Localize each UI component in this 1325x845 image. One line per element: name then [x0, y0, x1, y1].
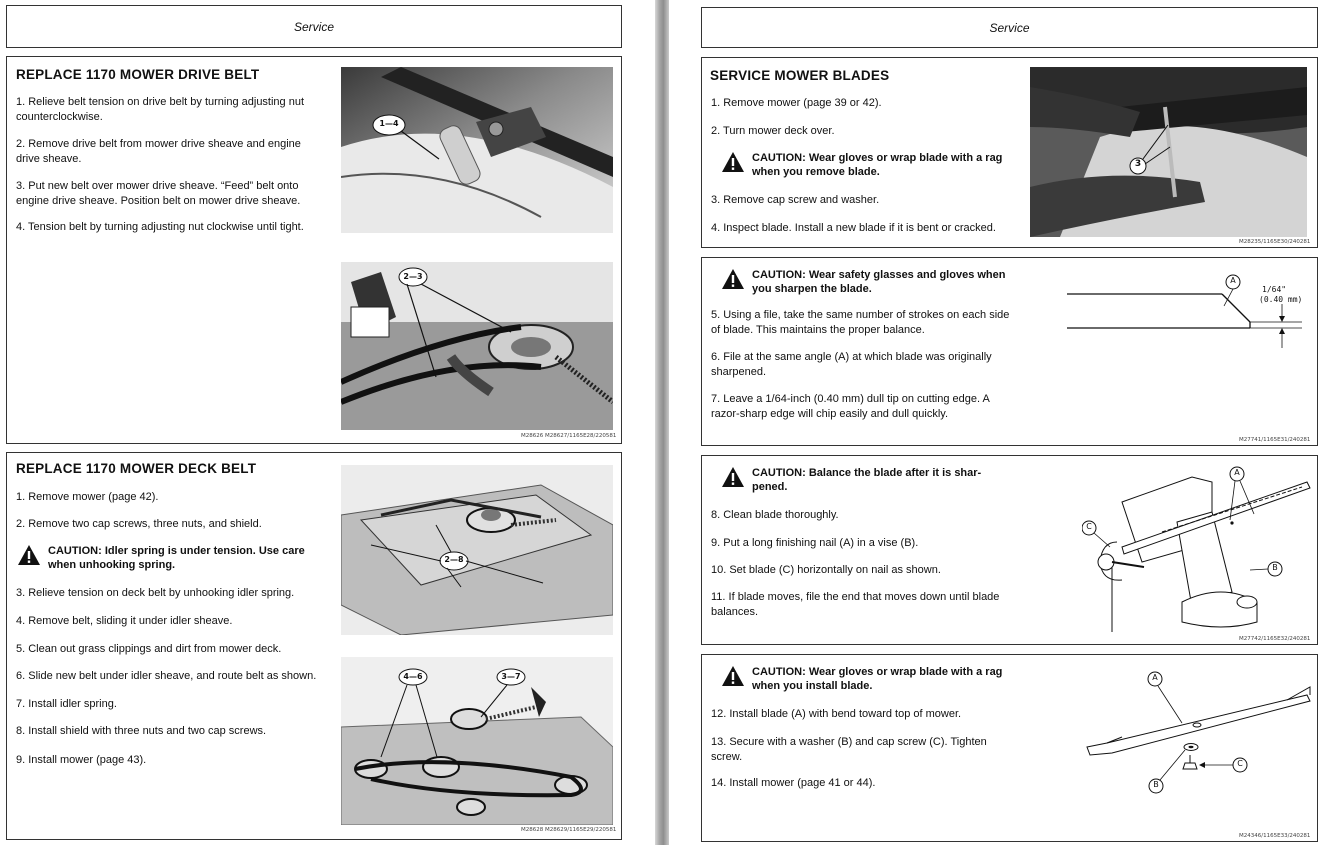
install-diagram — [1082, 665, 1314, 800]
drive-belt-callout-2: 2—3 — [403, 272, 423, 281]
deck-belt-step-6: 6. Slide new belt under idler sheave, and route belt as shown. — [16, 670, 317, 682]
blades-step-3: 3. Remove cap screw and washer. — [711, 194, 880, 206]
blades-callout: 3 — [1134, 159, 1142, 169]
deck-belt-callout-3: 3—7 — [501, 672, 521, 681]
deck-belt-step-3: 3. Relieve tension on deck belt by unhooking idler spring. — [16, 587, 295, 599]
blades-step-1: 1. Remove mower (page 39 or 42). — [711, 97, 882, 109]
deck-belt-photo-2 — [341, 657, 613, 825]
deck-belt-callout-1: 2—8 — [444, 555, 464, 564]
book-spine — [655, 0, 669, 845]
right-header-title: Service — [989, 20, 1030, 35]
install-section — [701, 654, 1318, 842]
deck-belt-step-8: 8. Install shield with three nuts and two cap screws. — [16, 725, 267, 737]
left-header-title: Service — [293, 19, 334, 34]
sharpen-dim-label-1: 1/64" — [1262, 285, 1287, 294]
balance-label-b: B — [1272, 563, 1278, 572]
blades-photo — [1030, 67, 1307, 237]
deck-belt-section — [6, 452, 622, 840]
deck-belt-step-2: 2. Remove two cap screws, three nuts, and shield. — [16, 518, 262, 530]
balance-step-10: 10. Set blade (C) horizontally on nail as shown. — [711, 564, 941, 576]
sharpen-step-5: 5. Using a file, take the same number of strokes on each side of blade. This maintains the proper balance. — [711, 309, 1010, 336]
deck-belt-figure-code: M28628 M28629/1165E29/220581 — [521, 827, 617, 833]
drive-belt-section — [6, 56, 622, 444]
drive-belt-step-2: 2. Remove drive belt from mower drive sheave and engine drive sheave. — [16, 138, 301, 165]
install-step-12: 12. Install blade (A) with bend toward top of mower. — [711, 708, 962, 720]
install-figure-code: M24346/1165E33/240281 — [1239, 833, 1311, 839]
drive-belt-step-4: 4. Tension belt by turning adjusting nut clockwise until tight. — [16, 221, 304, 233]
vise-diagram — [1082, 462, 1312, 632]
blades-caution: CAUTION: Wear gloves or wrap blade with a rag when you remove blade. — [722, 151, 1032, 181]
deck-belt-step-4: 4. Remove belt, sliding it under idler sheave. — [16, 615, 233, 627]
deck-belt-step-1: 1. Remove mower (page 42). — [16, 491, 159, 503]
deck-belt-step-5: 5. Clean out grass clippings and dirt from mower deck. — [16, 643, 282, 655]
deck-belt-caution: CAUTION: Idler spring is under tension. Use care when unhooking spring. — [18, 544, 338, 574]
sharpen-section — [701, 257, 1318, 446]
blades-step-2: 2. Turn mower deck over. — [711, 125, 835, 137]
warning-triangle-icon — [18, 545, 40, 565]
left-header-box — [6, 5, 622, 48]
drive-belt-callout-1: 1—4 — [379, 119, 399, 128]
sharpen-label-a: A — [1230, 276, 1236, 285]
deck-belt-step-7: 7. Install idler spring. — [16, 698, 117, 710]
balance-step-9: 9. Put a long finishing nail (A) in a vise (B). — [711, 537, 919, 549]
drive-belt-step-1: 1. Relieve belt tension on drive belt by turning adjusting nut counterclockwise. — [16, 96, 305, 123]
balance-section — [701, 455, 1318, 645]
deck-belt-callout-2: 4—6 — [403, 672, 423, 681]
install-label-c: C — [1237, 759, 1243, 768]
sharpen-diagram — [1062, 266, 1312, 366]
sharpen-caution: CAUTION: Wear safety glasses and gloves when you sharpen the blade. — [722, 268, 1032, 298]
sharpen-dim-label-2: (0.40 mm) — [1259, 295, 1303, 304]
drive-belt-figure-code: M28626 M28627/1165E28/220581 — [521, 433, 617, 439]
install-label-b: B — [1153, 780, 1159, 789]
drive-belt-step-3: 3. Put new belt over mower drive sheave. “Feed” belt onto engine drive sheave. Position belt on mower drive sheave. — [16, 180, 301, 207]
drive-belt-photo-2 — [341, 262, 613, 430]
drive-belt-title: REPLACE 1170 MOWER DRIVE BELT — [16, 67, 260, 82]
blades-step-4: 4. Inspect blade. Install a new blade if it is bent or cracked. — [711, 222, 996, 234]
blades-section — [701, 57, 1318, 248]
deck-belt-title: REPLACE 1170 MOWER DECK BELT — [16, 461, 257, 476]
install-step-14: 14. Install mower (page 41 or 44). — [711, 777, 876, 789]
left-page — [0, 0, 655, 845]
install-label-a: A — [1152, 673, 1158, 682]
sharpen-step-6: 6. File at the same angle (A) at which blade was originally sharpened. — [711, 351, 992, 378]
warning-triangle-icon — [722, 467, 744, 487]
deck-belt-photo-1 — [341, 465, 613, 635]
warning-triangle-icon — [722, 152, 744, 172]
balance-label-c: C — [1086, 522, 1092, 531]
blades-title: SERVICE MOWER BLADES — [710, 68, 890, 83]
install-caution: CAUTION: Wear gloves or wrap blade with a rag when you install blade. — [722, 665, 1032, 695]
warning-triangle-icon — [722, 269, 744, 289]
right-header-box — [701, 7, 1318, 48]
install-step-13: 13. Secure with a washer (B) and cap screw (C). Tighten screw. — [711, 736, 987, 763]
sharpen-figure-code: M27741/1165E31/240281 — [1239, 437, 1311, 443]
balance-step-11: 11. If blade moves, file the end that moves down until blade balances. — [711, 591, 1000, 618]
balance-label-a: A — [1234, 468, 1240, 477]
blades-figure-code: M28235/1165E30/240281 — [1239, 239, 1311, 245]
deck-belt-step-9: 9. Install mower (page 43). — [16, 754, 147, 766]
balance-caution: CAUTION: Balance the blade after it is shar- pened. — [722, 466, 1032, 496]
sharpen-step-7: 7. Leave a 1/64-inch (0.40 mm) dull tip on cutting edge. A razor-sharp edge will chip easily and dull quickly. — [711, 393, 990, 420]
right-page — [669, 0, 1325, 845]
balance-step-8: 8. Clean blade thoroughly. — [711, 509, 839, 521]
balance-figure-code: M27742/1165E32/240281 — [1239, 636, 1311, 642]
warning-triangle-icon — [722, 666, 744, 686]
drive-belt-photo-1 — [341, 67, 613, 233]
